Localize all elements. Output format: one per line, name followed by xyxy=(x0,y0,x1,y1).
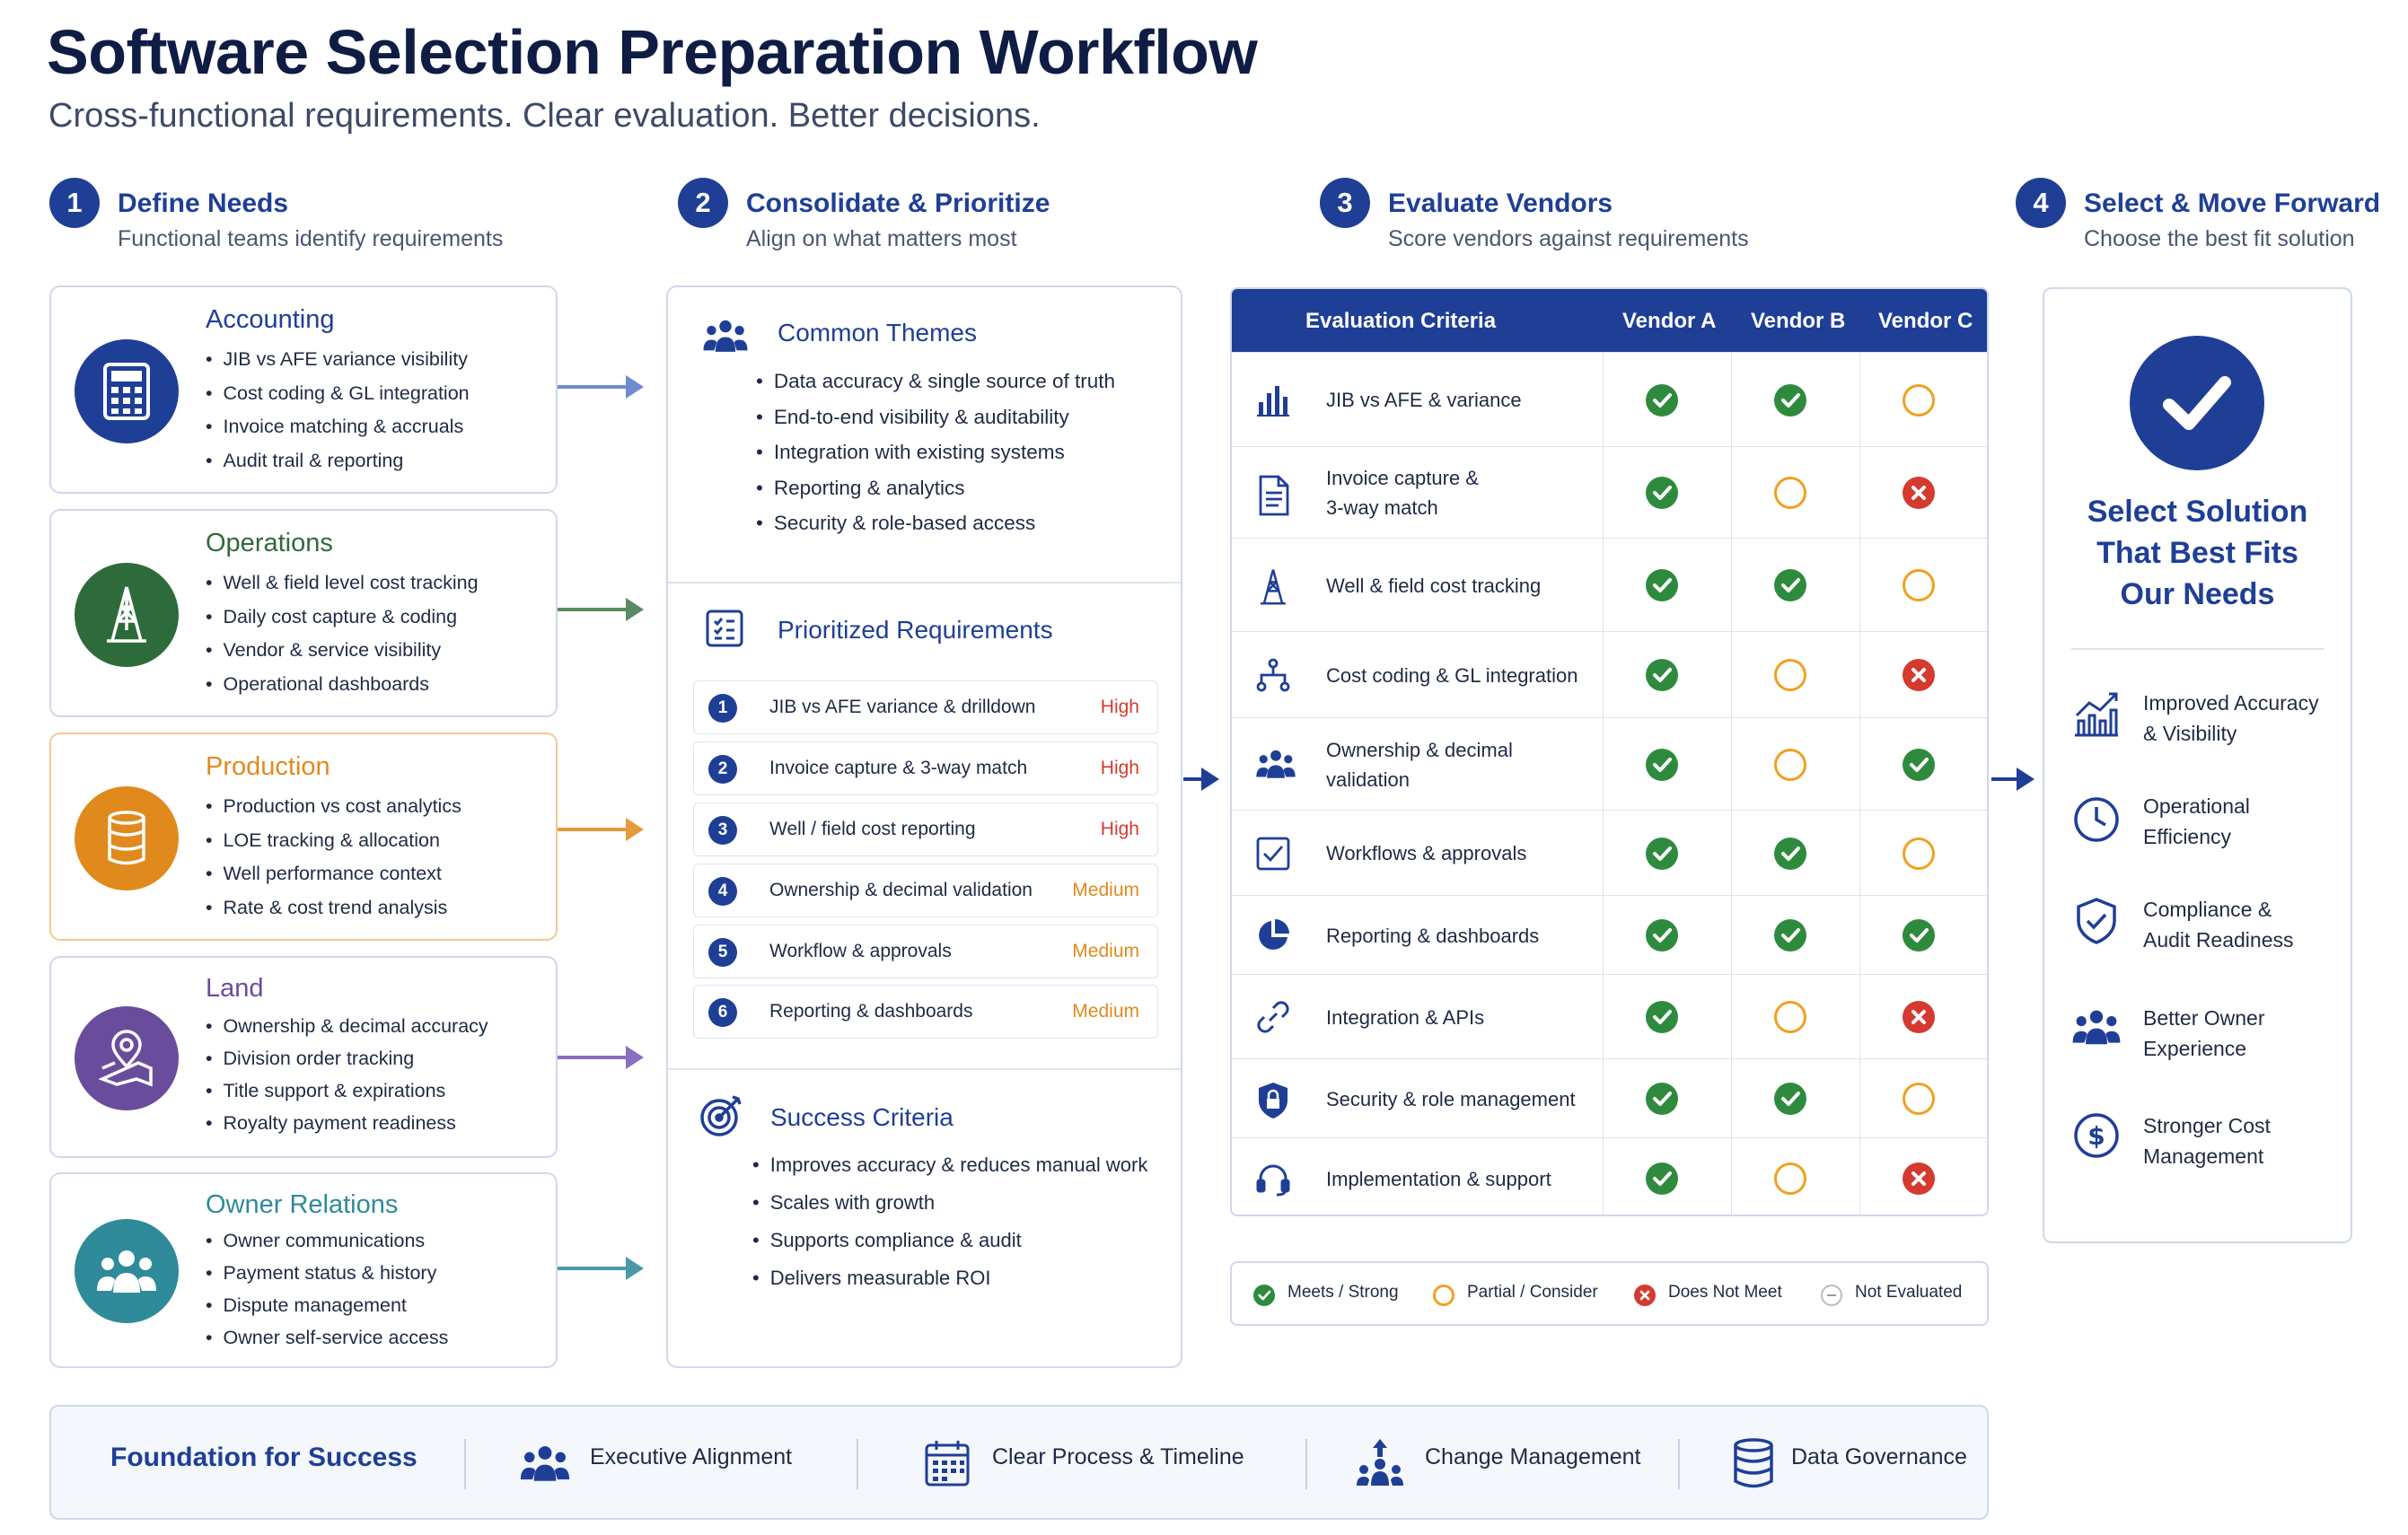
priority-row xyxy=(693,680,1158,734)
partial-icon xyxy=(1903,384,1935,417)
table-row xyxy=(1232,717,1987,810)
people-up-icon xyxy=(1355,1437,1405,1487)
selection-title-line: That Best Fits xyxy=(2096,536,2298,570)
table-row xyxy=(1232,1058,1987,1137)
people-icon xyxy=(2071,1005,2122,1056)
dept-card-accounting xyxy=(49,285,558,494)
criteria-label: Workflows & approvals xyxy=(1326,842,1527,864)
partial-icon xyxy=(1903,838,1935,870)
step-subtitle: Functional teams identify requirements xyxy=(118,226,504,251)
list-item: • Daily cost capture & coding xyxy=(206,601,479,635)
foundation-title: Foundation for Success xyxy=(110,1443,417,1472)
selection-card xyxy=(2043,287,2352,1243)
priority-level: Medium xyxy=(1072,941,1139,961)
partial-icon xyxy=(1774,1001,1806,1033)
priority-number: 4 xyxy=(708,877,737,906)
list-item: • Invoice matching & accruals xyxy=(206,410,470,444)
priority-level: Medium xyxy=(1072,880,1139,900)
link-icon xyxy=(1255,999,1291,1035)
priority-label: Workflow & approvals xyxy=(769,941,952,961)
list-item: • Rate & cost trend analysis xyxy=(206,891,461,925)
oil-derrick-icon xyxy=(75,563,179,667)
dept-card-operations xyxy=(49,509,558,717)
meets-icon xyxy=(1774,569,1806,601)
priority-number: 2 xyxy=(708,755,737,784)
dept-title: Land xyxy=(206,974,264,1003)
legend-item: Partial / Consider xyxy=(1467,1283,1598,1302)
dollar-icon xyxy=(2071,1110,2122,1161)
list-item: • Data accuracy & single source of truth xyxy=(756,364,1115,399)
meets-icon xyxy=(1646,659,1678,691)
partial-icon xyxy=(1774,477,1806,509)
benefit-label: Operational Efficiency xyxy=(2143,794,2250,848)
priority-level: High xyxy=(1100,819,1139,839)
meets-icon xyxy=(1646,1162,1678,1195)
criteria-label: Invoice capture & 3-way match xyxy=(1326,467,1479,519)
selection-title-line: Our Needs xyxy=(2120,577,2275,611)
people-icon xyxy=(75,1219,179,1323)
priority-label: Well / field cost reporting xyxy=(769,819,976,839)
prioritized-title: Prioritized Requirements xyxy=(778,616,1053,644)
dept-card-production xyxy=(49,732,558,941)
checkbox-icon xyxy=(1255,836,1291,872)
legend xyxy=(1230,1261,1989,1326)
list-item: • Security & role-based access xyxy=(756,505,1115,541)
list-item: • Title support & expirations xyxy=(206,1074,488,1107)
step-number: 1 xyxy=(49,178,100,228)
database-icon xyxy=(1732,1437,1775,1489)
flow-arrow xyxy=(558,1267,638,1270)
priority-level: High xyxy=(1100,758,1139,778)
column-header: Vendor A xyxy=(1622,309,1717,333)
flow-arrow xyxy=(558,828,638,831)
priority-label: Ownership & decimal validation xyxy=(769,880,1033,900)
partial-icon xyxy=(1903,569,1935,601)
criteria-label: JIB vs AFE & variance xyxy=(1326,389,1522,411)
table-row xyxy=(1232,446,1987,538)
priority-label: JIB vs AFE variance & drilldown xyxy=(769,697,1036,717)
criteria-label: Cost coding & GL integration xyxy=(1326,663,1578,687)
list-item: • Vendor & service visibility xyxy=(206,634,479,668)
column-header: Vendor C xyxy=(1878,309,1973,333)
flow-arrow xyxy=(558,385,638,389)
oil-derrick-icon xyxy=(1255,567,1291,603)
step-title: Evaluate Vendors xyxy=(1388,189,1613,218)
flow-arrow xyxy=(1991,777,2029,781)
list-item: • Audit trail & reporting xyxy=(206,444,470,478)
column-header: Evaluation Criteria xyxy=(1305,309,1497,333)
list-item: • Dispute management xyxy=(206,1289,448,1321)
people-icon xyxy=(702,316,749,355)
benefit-label: Improved Accuracy & Visibility xyxy=(2143,691,2319,745)
meets-icon xyxy=(1774,1083,1806,1115)
table-row xyxy=(1232,895,1987,974)
calculator-icon xyxy=(75,339,179,443)
priority-row xyxy=(693,925,1158,978)
meets-icon xyxy=(1646,749,1678,781)
meets-icon xyxy=(1646,384,1678,417)
list-item: • Division order tracking xyxy=(206,1042,488,1074)
step-number: 2 xyxy=(678,178,728,228)
success-title: Success Criteria xyxy=(770,1103,954,1131)
table-row xyxy=(1232,538,1987,631)
step-subtitle: Score vendors against requirements xyxy=(1388,226,1749,251)
vendor-evaluation-table xyxy=(1230,287,1989,1216)
foundation-item: Executive Alignment xyxy=(590,1444,793,1469)
partial-icon xyxy=(1774,659,1806,691)
meets-icon xyxy=(1646,919,1678,952)
table-row xyxy=(1232,631,1987,717)
people-icon xyxy=(518,1443,572,1484)
meets-icon xyxy=(1646,569,1678,601)
foundation-bar xyxy=(49,1405,1989,1520)
meets-icon xyxy=(1774,384,1806,417)
list-item: • Well & field level cost tracking xyxy=(206,566,479,601)
column-header: Vendor B xyxy=(1751,309,1846,333)
legend-item: Meets / Strong xyxy=(1287,1283,1399,1302)
meets-icon xyxy=(1903,919,1935,952)
list-item: • End-to-end visibility & auditability xyxy=(756,399,1115,435)
meets-icon xyxy=(1646,838,1678,870)
step-number: 4 xyxy=(2016,178,2066,228)
list-item: • Integration with existing systems xyxy=(756,434,1115,470)
not-meet-icon xyxy=(1903,1001,1935,1033)
foundation-item: Change Management xyxy=(1425,1444,1641,1469)
partial-icon xyxy=(1774,749,1806,781)
table-row xyxy=(1232,1137,1987,1216)
growth-chart-icon xyxy=(2071,689,2122,739)
foundation-item: Clear Process & Timeline xyxy=(992,1444,1244,1469)
criteria-label: Implementation & support xyxy=(1326,1167,1551,1190)
table-row xyxy=(1232,810,1987,895)
shield-check-icon xyxy=(2071,896,2122,946)
not-meet-icon xyxy=(1903,659,1935,691)
bar-chart-icon xyxy=(1255,382,1291,418)
criteria-label: Security & role management xyxy=(1326,1087,1576,1110)
check-circle-icon xyxy=(2130,336,2264,470)
priority-row xyxy=(693,741,1158,795)
list-item: • Operational dashboards xyxy=(206,668,479,702)
list-item: • Supports compliance & audit xyxy=(752,1222,1147,1259)
list-item: • JIB vs AFE variance visibility xyxy=(206,343,470,377)
dept-title: Operations xyxy=(206,529,333,557)
meets-icon xyxy=(1774,838,1806,870)
dept-title: Production xyxy=(206,752,330,781)
priority-number: 5 xyxy=(708,938,737,967)
table-row xyxy=(1232,352,1987,446)
checklist-icon xyxy=(705,609,744,648)
target-icon xyxy=(699,1093,743,1138)
list-item: • Delivers measurable ROI xyxy=(752,1259,1147,1297)
list-item: • Ownership & decimal accuracy xyxy=(206,1010,488,1042)
benefit-label: Stronger Cost Management xyxy=(2143,1114,2271,1168)
list-item: • LOE tracking & allocation xyxy=(206,824,461,858)
legend-item: Not Evaluated xyxy=(1855,1283,1963,1302)
table-row xyxy=(1232,974,1987,1058)
priority-number: 6 xyxy=(708,998,737,1027)
flow-arrow xyxy=(1183,777,1214,781)
calendar-icon xyxy=(924,1439,971,1487)
hierarchy-icon xyxy=(1255,657,1291,693)
headset-icon xyxy=(1255,1161,1291,1197)
not-meet-icon xyxy=(1903,477,1935,509)
people-icon xyxy=(1255,747,1291,783)
meets-icon xyxy=(1646,1083,1678,1115)
criteria-label: Ownership & decimal validation xyxy=(1326,738,1513,791)
step-title: Consolidate & Prioritize xyxy=(746,189,1050,218)
priority-row xyxy=(693,985,1158,1039)
foundation-item: Data Governance xyxy=(1791,1444,1967,1469)
lock-shield-icon xyxy=(1255,1081,1291,1117)
common-themes-title: Common Themes xyxy=(778,319,978,346)
list-item: • Improves accuracy & reduces manual work xyxy=(752,1146,1147,1184)
page-title: Software Selection Preparation Workflow xyxy=(47,17,1258,87)
priority-row xyxy=(693,803,1158,856)
meets-icon xyxy=(1774,919,1806,952)
page-subtitle: Cross-functional requirements. Clear evaluation. Better decisions. xyxy=(48,97,1041,135)
list-item: • Royalty payment readiness xyxy=(206,1107,488,1139)
priority-level: Medium xyxy=(1072,1001,1139,1022)
meets-icon xyxy=(1646,1001,1678,1033)
dept-title: Owner Relations xyxy=(206,1190,399,1219)
meets-icon xyxy=(1646,477,1678,509)
list-item: • Scales with growth xyxy=(752,1184,1147,1222)
legend-item: Does Not Meet xyxy=(1668,1283,1782,1302)
benefit-label: Compliance & Audit Readiness xyxy=(2143,898,2294,952)
priority-number: 1 xyxy=(708,694,737,723)
priority-label: Invoice capture & 3-way match xyxy=(769,758,1028,778)
priority-label: Reporting & dashboards xyxy=(769,1001,973,1022)
priority-level: High xyxy=(1100,697,1139,717)
selection-title-line: Select Solution xyxy=(2087,495,2308,529)
step-title: Select & Move Forward xyxy=(2084,189,2381,218)
list-item: • Well performance context xyxy=(206,857,461,891)
document-icon xyxy=(1255,475,1291,511)
barrel-icon xyxy=(75,786,179,890)
flow-arrow xyxy=(558,608,638,611)
table-header xyxy=(1232,289,1987,352)
not-meet-icon xyxy=(1903,1162,1935,1195)
map-pin-icon xyxy=(75,1006,179,1110)
step-title: Define Needs xyxy=(118,189,289,218)
priority-row xyxy=(693,864,1158,917)
meets-icon xyxy=(1903,749,1935,781)
svg-text:$: $ xyxy=(2087,1121,2105,1151)
pie-chart-icon xyxy=(1255,917,1291,953)
criteria-label: Well & field cost tracking xyxy=(1326,574,1542,597)
criteria-label: Integration & APIs xyxy=(1326,1005,1485,1029)
flow-arrow xyxy=(558,1056,638,1059)
list-item: • Production vs cost analytics xyxy=(206,790,461,824)
not-meet-icon xyxy=(1634,1285,1656,1306)
dept-card-owner-relations xyxy=(49,1172,558,1368)
step-number: 3 xyxy=(1320,178,1370,228)
priority-number: 3 xyxy=(708,816,737,845)
clock-icon xyxy=(2071,794,2122,845)
list-item: • Reporting & analytics xyxy=(756,470,1115,506)
list-item: • Cost coding & GL integration xyxy=(206,377,470,411)
step-subtitle: Choose the best fit solution xyxy=(2084,226,2355,251)
criteria-label: Reporting & dashboards xyxy=(1326,924,1540,947)
benefit-label: Better Owner Experience xyxy=(2143,1006,2265,1060)
list-item: • Owner self-service access xyxy=(206,1321,448,1354)
dept-card-land xyxy=(49,956,558,1158)
not-evaluated-icon xyxy=(1821,1285,1842,1306)
step-subtitle: Align on what matters most xyxy=(746,226,1017,251)
list-item: • Payment status & history xyxy=(206,1257,448,1289)
meets-icon xyxy=(1253,1285,1275,1306)
list-item: • Owner communications xyxy=(206,1224,448,1257)
dept-title: Accounting xyxy=(206,305,335,334)
partial-icon xyxy=(1433,1285,1454,1306)
partial-icon xyxy=(1903,1083,1935,1115)
partial-icon xyxy=(1774,1162,1806,1195)
